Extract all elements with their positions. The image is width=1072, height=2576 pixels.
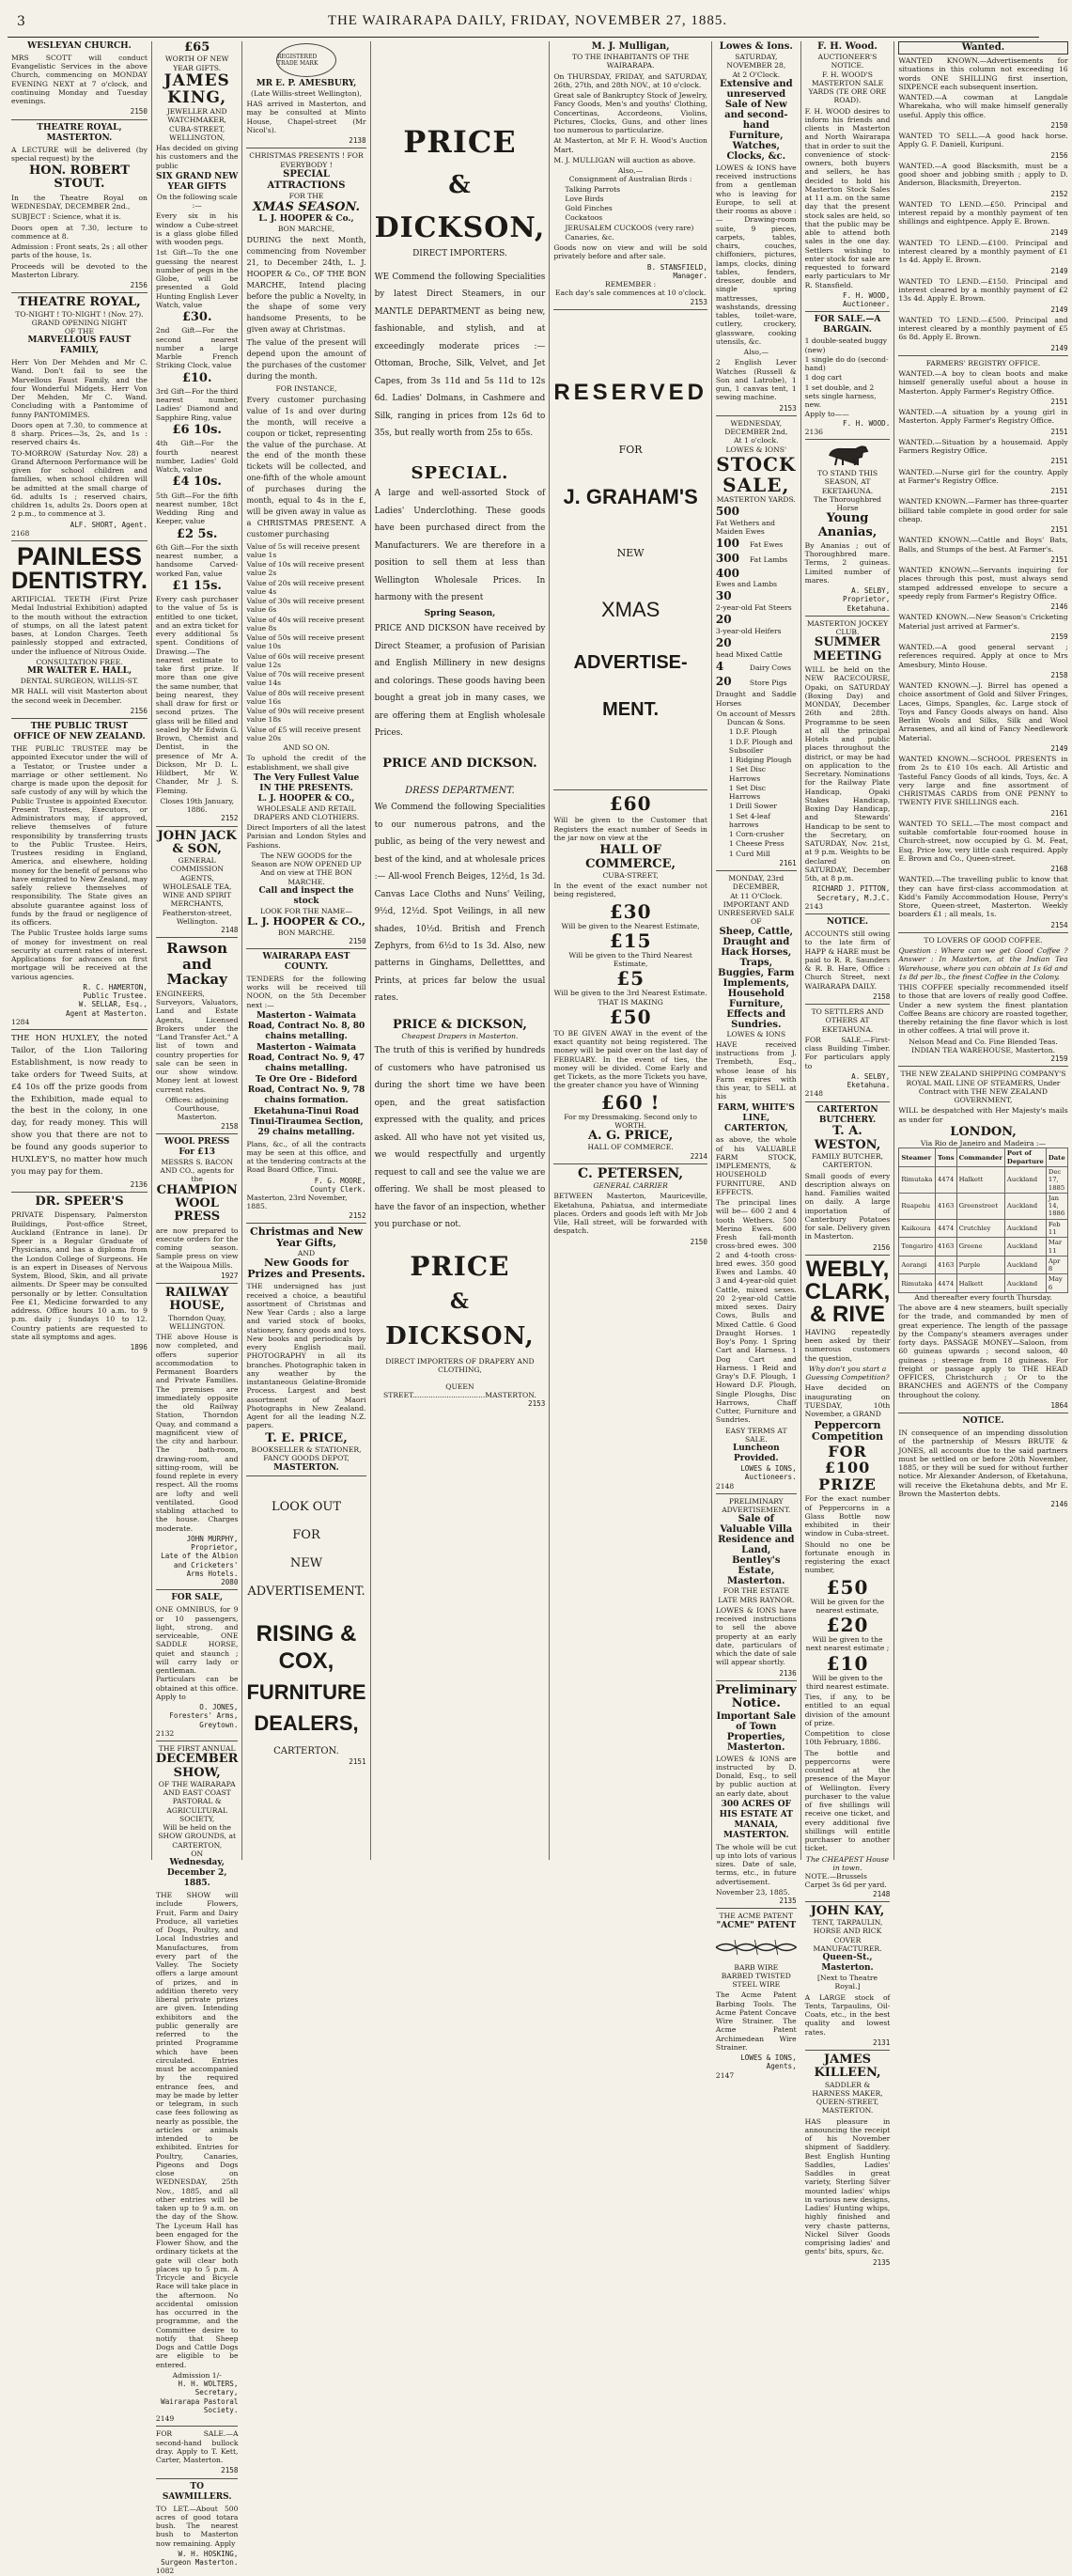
table-header: Date (1046, 1148, 1067, 1167)
table-cell: Rimutaka (899, 1274, 936, 1293)
ad-number: 2151 (1050, 487, 1068, 496)
prize-text: 5th Gift—For the fifth nearest number, 18ct Wedding Ring and Keeper, value (155, 491, 239, 526)
table-cell: 4163 (935, 1238, 956, 1257)
table-header: Port of Departure (1004, 1148, 1046, 1167)
ad-number: 2131 (873, 2037, 891, 2047)
ad-number: 2159 (1050, 1054, 1068, 1064)
speer-heading: DR. SPEER'S (35, 1194, 124, 1210)
tender-work: Masterton - Waimata Road, Contract No. 9, 47 chains metalling. (247, 1042, 365, 1073)
theatre-royal-doors: Doors open at 7.30, to commence at 8 sharp. Prices—3s, 2s, and 1s : reserved chairs 4s. (11, 420, 148, 447)
bird-item: Talking Parrots (565, 184, 621, 194)
table-header: Steamer (899, 1148, 936, 1167)
dentistry-body: ARTIFICIAL TEETH (First Prize Medal Industrial Exhibition) adapted to the mouth without the extraction of stumps, on all the latest patent bases, at London Charges. Teeth painlessly stopped and extracted, under the influence of Nitrous Oxide. (11, 595, 148, 656)
implement-item: 1 Curd Mill (728, 849, 770, 858)
lot-desc: Store Pigs (749, 678, 787, 687)
show-heading: DECEMBER SHOW, (155, 1752, 239, 1780)
prize-value: £4 10s. (172, 475, 222, 490)
king-basis: On the following scale :— (156, 192, 238, 211)
ad-number: 2150 (130, 107, 148, 117)
lot-count: 300 (715, 551, 739, 565)
column-7: F. H. Wood. AUCTIONEER'S NOTICE. F. H. WOOD'S MASTERTON SALE YARDS (TE ORE ORE ROAD). F. H. WOOD desires to inform his friends and clients in Masterton and North Wairarapa that in order to suit the convenience of stock-owners, both buyers and sellers, he has decided to hold his Masterton Stock Sales at 11 a.m. on the same day that the present stock sales are held, so that the public may be able to attend both sales in the one day. Settlers wishing to enter stock for sale are requested to forward early particulars to Mr R. Stansfield. F. H. WOOD, Auctioneer. FOR SALE.—A BARGAIN. 1 double-seated buggy (new) 1 single do do (second-hand) 1 dog cart 1 set double, and 2 sets single harness, new. Apply to—— F. H. WOOD. 2136 TO STAND THIS SEASON, AT EKETAHUNA. The Thoroughbred Horse Young Ananias, By Ananias ; out of Thoroughbred mare. Terms, 2 guineas. Limited number of mares. A. SELBY, Proprietor, Eketahuna. MASTERTON JOCKEY CLUB. SUMMER MEETING WILL be held on the NEW RACECOURSE, Opaki, on SATURDAY (Boxing Day) and MONDAY, December 26th and 28th. Programme to be seen at all the principal Hotels and public places throughout the district, or may be had on application to the Secretary. Nominations for the Railway Plate Handicap, Opaki Stakes Handicap, Boxing Day Handicap, and Stewards' Handicap to be sent to the Secretary, on SATURDAY, Nov. 21st, at 9 p.m. Weights to be declared on SATURDAY, December 5th, at 8 p.m. RICHARD J. PITTON, Secretary, M.J.C. 2143 NOTICE. ACCOUNTS still owing to the late firm of HAPP & HARE must be paid to R. R. Saunders & R. B. Hare, Office : Church Street, next WAIRARAPA DAILY. 2158 TO SETTLERS AND OTHERS AT EKETAHUNA. FOR SALE.—First-class Building Timber. For particulars apply to A. SELBY, Eketahuna. 2148 CARTERTON BUTCHERY. T. A. WESTON, FAMILY BUTCHER, CARTERTON. Small goods of every description always on hand. Families waited on daily. A large importation of Canterbury Potatoes for sale. Delivery given in Masterton. 2156 WEBLY, CLARK, & RIVE HAVING repeatedly been asked by their numerous customers the question, Why don't you start a Guessing Competition? Have decided on inaugurating on TUESDAY, 10th November, a GRAND Peppercorn Competition FOR £100 PRIZE For the exact number of Peppercorns in a Glass Bottle now exhibited in their window in Cuba-street. Should no one be fortunate enough in registering the exact number, £50 Will be given for the nearest estimate, £20 Will be given to the next nearest estimate ; £10 Will be given to the third nearest estimate. Ties, if any, to be entitled to an equal division of the amount of prize. Competition to close 10th February, 1886. The bottle and peppercorns were counted at the presence of the Mayor of Wellington. Every purchaser to the value of five shillings will receive one ticket, and every additional five shillings will entitle purchaser to another ticket. The CHEAPEST House in town. NOTE.—Brussels Carpet 3s 6d per yard. 2148 JOHN KAY, TENT, TARPAULIN, HORSE AND RICK COVER MANUFACTURER. Queen-St., Masterton. [Next to Theatre Royal.] A LARGE stock of Tents, Tarpaulins, Oil-Coats, etc., in the best quality and lowest rates. 2131 JAMES KILLEEN, SADDLER & HARNESS MAKER, QUEEN-STREET, MASTERTON. HAS pleasure in announcing the receipt of his November shipment of Saddlery. Best English Hunting Saddles, Ladies' Saddles in great variety, Sterling Silver mounted ladies' whips in various new designs, Ladies' Hunting whips, highly finished and very chaste patterns, Nickel Silver Goods comprising ladies' and gents' bits, spurs, &c. 2135 (801, 41, 895, 1860)
king-name: JAMES KING, (163, 70, 230, 108)
dentist-visit: MR HALL will visit Masterton about the second week in December. (11, 687, 148, 705)
value-scale-row: Value of 20s will receive present value 4s (246, 578, 365, 596)
table-cell: Auckland (1004, 1219, 1046, 1238)
ad-number: 2150 (690, 1237, 707, 1246)
implement-item: 1 D.F. Plough and Subsoiler (728, 737, 793, 755)
prize-text: 4th Gift—For the fourth nearest number, Ladies' Gold Watch, value (155, 439, 239, 474)
value-scale-row: Value of 30s will receive present value 6s (246, 597, 365, 615)
implement-item: 1 Set 4-leaf harrows (728, 811, 770, 829)
value-scale (246, 542, 365, 743)
theatre-royal-matinee: TO-MORROW (Saturday Nov. 28) a Grand Afternoon Performance will be given for school children and families, when school children will be admitted at the small charge of 6d. adults 1s ; reserved chairs, children 1s, adults 2s. Doors open at 2 p.m., to commence at 3. (11, 448, 148, 519)
table-cell: Auckland (1004, 1238, 1046, 1257)
stock-lot (716, 505, 797, 536)
stock-lot (716, 675, 797, 689)
lot-count: 100 (715, 537, 739, 551)
ad-number: 2151 (1050, 554, 1068, 564)
king-cond: Every six in his window a Cube-street is a glass globe filled with wooden pegs. (155, 211, 239, 247)
table-cell: Halkett (956, 1274, 1004, 1293)
wanted-item: WANTED.—A cowman at Langdale Wharekaha, who will make himself generally useful. Apply this office. (898, 93, 1068, 119)
lot-count: 4 (715, 660, 724, 674)
bargain-item: 1 set double, and 2 sets single harness, new. (804, 382, 877, 410)
tender-work: Masterton - Waimata Road, Contract No. 8, 80 chains metalling. (247, 1010, 365, 1041)
wool-agent: MESSRS S. BACON AND CO., agents for the (160, 1157, 234, 1184)
value-scale-row: Value of 50s will receive present value 10s (246, 633, 365, 651)
bus-body: ONE OMNIBUS, for 9 or 10 passengers, light, strong, and serviceable, ONE SADDLE HORSE, quiet and staunch ; will carry lady or gentleman. Particulars can be obtained at this office. Apply to (155, 1605, 239, 1701)
prize-text: 2nd Gift—For the second nearest number a large Marble French Striking Clock, value (155, 326, 239, 370)
theatre-royal-body: Herr Von Der Mehden and Mr C. Wand. Don't fail to see the Marvellous Faust Family, and the four Wonderful Midgets. Herr Von Der Mehden, Mr C. Wand. Concluding with a Pantomime of funny PANTOMIMES. (11, 358, 148, 419)
bargain-item: 1 double-seated buggy (new) (804, 336, 888, 354)
wanted-item: WANTED TO SELL.—A good hack horse. Apply G. F. Daniell, Kuripuni. (898, 132, 1068, 149)
ad-number: 2146 (1050, 1500, 1068, 1509)
painless-heading: PAINLESS (16, 542, 142, 571)
ad-number: 2136 (130, 1179, 148, 1189)
king-price: £65 (184, 40, 210, 55)
faust-family: MARVELLOUS FAUST FAMILY, (27, 336, 132, 356)
table-row (899, 1219, 1067, 1238)
page-number: 3 (17, 13, 25, 29)
ad-number: 1864 (1050, 1400, 1068, 1410)
wool-heading: WOOL PRESS For £13 (164, 1136, 230, 1157)
table-cell: Greenstreet (956, 1193, 1004, 1219)
railway-body: THE above House is now completed, and offers superior accommodation to Permanent Boarders and Private Families. The premises are immediately opposite the old Railway Station, Thorndon Quay, and command a magnificent view of the city and harbour. The bath-room, drawing-room, and sitting-room, will be found replete in every respect. All the rooms are lofty and well ventilated. Good stabling attached to the house. Charges moderate. (155, 1333, 239, 1533)
bird-item: JERUSALEM CUCKOOS (very rare) (565, 223, 694, 232)
lot-count: 400 (715, 566, 739, 580)
bargain-item: 1 single do do (second-hand) (804, 354, 889, 373)
table-cell: Feb 11 (1046, 1219, 1067, 1238)
value-scale-row: Value of 5s will receive present value 1s (246, 541, 360, 559)
theatre-heading: THEATRE ROYAL, MASTERTON. (37, 122, 122, 143)
horse-illustration (805, 443, 891, 467)
value-scale-row: Value of 80s will receive present value 16s (246, 688, 365, 706)
bargain-list (805, 336, 891, 409)
table-row (899, 1274, 1067, 1293)
table-row (899, 1167, 1067, 1194)
table-row (899, 1256, 1067, 1274)
ad-number: 2136 (779, 1668, 797, 1678)
ad-number: 2151 (349, 1757, 366, 1767)
wanted-item: WANTED KNOWN.—Advertisements for situations in this column not exceeding 16 words ONE SHILLING first insertion, SIXPENCE each subsequent insertion. (898, 56, 1068, 91)
rawson-offices: Offices: adjoining Courthouse, Masterton. (164, 1095, 229, 1122)
ad-number: 2150 (1050, 120, 1068, 130)
newspaper-title: THE WAIRARAPA DAILY, FRIDAY, NOVEMBER 27, 1885. (327, 13, 728, 28)
wanted-heading: Wanted. (898, 41, 1067, 55)
wanted-item: WANTED.—A good Blacksmith, must be a good shoer and jobbing smith ; apply to D. Anderson, Blacksmith, Dreyerton. (898, 161, 1068, 188)
theatre-subject: SUBJECT : Science, what it is. (11, 212, 121, 222)
table-cell: Aorangi (899, 1256, 936, 1274)
barb-wire-illustration (716, 1934, 797, 1960)
rawson-heading: Rawson and Mackay (166, 940, 228, 989)
value-scale-row: Value of 70s will receive present value 14s (246, 670, 365, 688)
ad-number: 2135 (779, 1897, 797, 1906)
king-rules: Every cash purchaser to the value of 5s is entitled to one ticket, and an extra ticket for every additional 5s spent. Conditions of Drawing.—The nearest estimate to take first prize. If more than one give the same number, that being nearest, they shall draw for first or second prizes. The glass will be filled and sealed by Mr Edwin G. Brown, Chemist and Dentist, in the presence of Mr A. Dickson, Mr D. L. Hildbert, Mr W. Chander, Mr J. S. Fleming. (155, 595, 239, 795)
ad-number: 2148 (804, 1089, 823, 1099)
dentist-address: DENTAL SURGEON, WILLIS-ST. (20, 677, 139, 686)
trade-mark-seal: REGISTERED TRADE MARK (276, 43, 336, 77)
table-cell: Purple (956, 1256, 1004, 1274)
implement-item: 1 D.F. Plough (728, 727, 778, 737)
ad-number: 1284 (11, 1017, 30, 1026)
ad-number: 2156 (130, 706, 148, 715)
opening-night: GRAND OPENING NIGHT (31, 318, 128, 327)
ad-number: 2148 (873, 1889, 891, 1898)
lot-desc: 3-year-old Heifers (715, 626, 782, 635)
dickson-heading: DICKSON, (374, 211, 546, 244)
lot-count: 20 (715, 636, 732, 650)
king-price-sub: WORTH OF NEW YEAR GIFTS. (164, 55, 229, 72)
column-3: REGISTERED TRADE MARK MR E. P. AMESBURY, (Late Willis-street Wellington), HAS arrived in Masterton, and may be consulted at Minto House, Chapel-street (Mr Nicol's). 2138 CHRISTMAS PRESENTS ! FOR EVERYBODY ! SPECIAL ATTRACTIONS FOR THE XMAS SEASON. L. J. HOOPER & Co., BON MARCHE, DURING the next Month, commencing from November 21, to December 24th, L. J. HOOPER & Co., OF THE BON MARCHE, Intend placing before the public a Novelty, in the shape of some very handsome Presents, to be given away at Christmas. The value of the present will depend upon the amount of the purchases of the customer during the month. FOR INSTANCE, Every customer purchasing value of 1s and over during the month, will receive a coupon or ticket, representing the value of the purchase. At the end of the month these tickets will be collected, and one-fifth of the whole amount of purchases during the month, equal to 4s in the £, will be given away in value as a CHRISTMAS PRESENT. A customer purchasing Value of 5s will receive present value 1s Value of 10s will receive present value 2s Value of 20s will receive present value 4s Value of 30s will receive present value 6s Value of 40s will receive present value 8s Value of 50s will receive present value 10s Value of 60s will receive present value 12s Value of 70s will receive present value 14s Value of 80s will receive present value 16s Value of 90s will receive present value 18s Value of £5 will receive present value 20s AND SO ON. To uphold the credit of the establishment, we shall give The Very Fullest Value IN THE PRESENTS. L. J. HOOPER & CO., WHOLESALE AND RETAIL DRAPERS AND CLOTHIERS. Direct Importers of all the latest Parisian and London Styles and Fashions. The NEW GOODS for the Season are NOW OPENED UP And on view at THE BON MARCHE. Call and inspect the stock LOOK FOR THE NAME— L. J. HOOPER & CO., BON MARCHE. 2150 WAIRARAPA EAST COUNTY. TENDERS for the following works will be received till NOON, on the 5th December next :— Masterton - Waimata Road, Contract No. 8, 80 chains metalling. Masterton - Waimata Road, Contract No. 9, 47 chains metalling. Te Ore Ore - Bideford Road, Contract No. 9, 78 chains formation. Eketahuna-Tinui Road Tinui-Tiraumea Section, 29 chains metalling. Plans, &c., of all the contracts may be seen at this office, and at the tendering contracts at the Road Board Office, Tinui. F. G. MOORE, County Clerk. Masterton, 23rd November, 1885. 2152 Christmas and New Year Gifts, AND New Goods for Prizes and Presents. THE undersigned has just received a choice, a beautiful assortment of Christmas and New Year Cards ; also a large and varied stock of books, stationery, fancy goods and toys. New books and periodicals by every English mail. PHOTOGRAPHY in all its branches. Photographic taken in any weather by the instantaneous Gelatine-Bromide Process. Largest and best assortment of Maori Photographs in New Zealand. Agent for all the leading N.Z. papers. T. E. PRICE, BOOKSELLER & STATIONER, FANCY GOODS DEPOT, MASTERTON. LOOK OUT FOR NEW ADVERTISEMENT. RISING & COX, FURNITURE DEALERS, CARTERTON. 2151 (242, 41, 370, 1860)
ad-number: 2161 (779, 858, 797, 867)
table-cell: Apr 8 (1046, 1256, 1067, 1274)
dentistry-heading: DENTISTRY. (11, 568, 148, 595)
columns (8, 40, 1068, 2576)
registry-list (898, 369, 1067, 929)
reserved-heading: RESERVED (553, 379, 707, 405)
ad-number: 2149 (1050, 227, 1068, 237)
ad-number: 2150 (349, 936, 366, 945)
ad-number: 2168 (11, 528, 30, 538)
wanted-item: WANTED.—A boy to clean boots and make himself generally useful about a house in Masterton. Apply Farmer's Registry Office. (898, 369, 1068, 396)
ad-number: 2151 (1050, 457, 1068, 466)
steamer-table (898, 1147, 1067, 1293)
ad-number: 2138 (349, 136, 366, 146)
table-header: Commander (956, 1148, 1004, 1167)
stock-lot (716, 552, 797, 566)
railway-heading: RAILWAY HOUSE, (164, 1286, 229, 1314)
ad-number: 2151 (1050, 427, 1068, 436)
lot-desc: Fat Lambs (749, 554, 788, 564)
theatre-place: In the Theatre Royal on WEDNESDAY, DECEMBER 2nd., (11, 193, 148, 211)
ad-number: 2156 (873, 1242, 891, 1252)
king-trade: JEWELLER AND WATCHMAKER, (166, 107, 227, 125)
table-cell: Auckland (1004, 1167, 1046, 1194)
lot-desc: Fat Ewes (749, 540, 784, 550)
value-scale-row: Value of 40s will receive present value 8s (246, 615, 365, 632)
dentist-name: MR WALTER E. HALL, (26, 666, 132, 677)
ad-number: 2149 (1050, 743, 1068, 753)
stock-lot (716, 537, 797, 551)
wanted-item: WANTED.—A situation by a young girl in Masterton. Apply Farmer's Registry Office. (898, 408, 1068, 426)
mulligan-heading: M. J. Mulligan, (591, 41, 670, 52)
table-header: Tons (935, 1148, 956, 1167)
lot-desc: head Mixed Cattle (715, 649, 783, 659)
bus-heading: FOR SALE, (171, 1593, 224, 1603)
table-cell: Crutchley (956, 1219, 1004, 1238)
column-4: PRICE & DICKSON, DIRECT IMPORTERS. WE Commend the following Specialities by latest Direct Steamers, in our MANTLE DEPARTMENT as being new, fashionable, and stylish, and at exceedingly moderate prices :— Ottoman, Broche, Silk, Velvet, and Jet Capes, from 3s 11d and 5s 11d to 12s 6d. Ladies' Dolmans, in Cashmere and Silk, ranging in prices from 12s 6d to 35s, but really worth from 25s to 65s. SPECIAL. A large and well-assorted Stock of Ladies' Underclothing. These goods have been purchased direct from the Manufacturers. We are therefore in a position to sell them at less than Wellington Wholesale Prices. In harmony with the present Spring Season, PRICE AND DICKSON have received by Direct Steamer, a profusion of Parisian and English Millinery in new designs and colorings. These goods having been bought a great job in many cases, we are offering them at English wholesale Prices. PRICE AND DICKSON. DRESS DEPARTMENT. We Commend the following Specialities to our numerous patrons, and the public, as being of the very newest and best of the kind, and at wholesale prices :— All-wool French Beiges, 12½d, 1s 3d. Canvas Lace Cloths and Nuns' Veiling, 9½d, 12½d. Spot Veilings, in all new shades, 10½d. British and French Zephyrs, from 6½d to 1s 3d. Also, new patterns in Ginghams, Delletttes, and Prints, at prices far below the usual rates. PRICE & DICKSON, Cheapest Drapers in Masterton. The truth of this is verified by hundreds of customers who have patronised us during the short time we have been open, and the great satisfaction expressed with the quality, and prices asked. All who have not yet visited us, we would respectfully and urgently request to call and see the value we are offering. We shall be most pleased to have the favor of an inspection, whether you purchase or not. PRICE & DICKSON, DIRECT IMPORTERS OF DRAPERY AND CLOTHING, QUEEN STREET................................MASTERTON. 2153 (371, 41, 551, 1860)
show-body: THE SHOW will include Flowers, Fruit, Farm and Dairy Produce, all varieties of Dogs, Poultry, and Local Industries and Manufactures, from every part of the Valley. The Society offers a large amount of prizes, and in addition thereto very liberal private prizes are given. Intending exhibitors and the public generally are referred to the printed Programme which have been circulated. Entries must be accompanied by the required entrance fees, and may be made by letter or telegram, in such case fees following as nearly as possible, the articles or animals intended to be exhibited. Entries for Poultry, Canaries, Pigeons and Dogs close on WEDNESDAY, 25th Nov., 1885, and all other entries will be taken up to 9 a.m. on the day of the Show. The Lyceum Hall has been engaged for the Flower Show, and the ordinary tickets at the gate will clear both places up to 5 p.m. A Tricycle and Bicycle Race will take place in the afternoon. No accidental omission has occurred in the programme, and the Committee desire to notify that Sheep Dogs and Cattle Dogs are eligible to be entered. (155, 1891, 239, 2369)
ad-number: 2152 (221, 814, 239, 823)
theatre-body: A LECTURE will be delivered (by special request) by the (11, 145, 148, 163)
birds-list (553, 185, 707, 242)
ad-number: 2161 (1050, 808, 1068, 818)
agent-signature: ALF. SHORT, Agent. (70, 520, 148, 529)
rising-cox: RISING & COX, (256, 1620, 357, 1675)
lot-count: 500 (715, 505, 739, 519)
church-body: MRS SCOTT will conduct Evangelistic Services in the above Church, commencing on MONDAY EVENING NEXT at 7 o'clock, and continuing Monday and Tuesday evenings. (11, 53, 148, 106)
column-2: £65 WORTH OF NEW YEAR GIFTS. JAMES KING, JEWELLER AND WATCHMAKER, CUBA-STREET, WELLINGTON, Has decided on giving his customers and the public SIX GRAND NEW YEAR GIFTS On the following scale :— Every six in his window a Cube-street is a glass globe filled with wooden pegs. 1st Gift—To the one guessing the nearest number of pegs in the Globe, will be presented a Gold Hunting English Lever Watch, value £30. 2nd Gift—For the second nearest number a large Marble French Striking Clock, value £10. 3rd Gift—For the third nearest number, Ladies' Diamond and Sapphire Ring, value £6 10s. 4th Gift—For the fourth nearest number, Ladies' Gold Watch, value £4 10s. 5th Gift—For the fifth nearest number, 18ct Wedding Ring and Keeper, value £2 5s. 6th Gift—For the sixth nearest number, a handsome Carved-worked Fan, value £1 15s. Every cash purchaser to the value of 5s is entitled to one ticket, and an extra ticket for every additional 5s spent. Conditions of Drawing.—The nearest estimate to take first prize. If more than one give the same number, that being nearest, they shall draw for first or second prizes. The glass will be filled and sealed by Mr Edwin G. Brown, Chemist and Dentist, in the presence of Mr A. Dickson, Mr D. L. Hildbert, Mr W. Chander, Mr J. S. Fleming. Closes 19th January, 1886. 2152 JOHN JACK & SON, GENERAL COMMISSION AGENTS, WHOLESALE TEA, WINE AND SPIRIT MERCHANTS, Featherston-street, Wellington. 2148 Rawson and Mackay ENGINEERS, Surveyors, Valuators, Land and Estate Agents, Licensed Brokers under the "Land Transfer Act." A list of town and country properties for sale can be seen in our show window. Money lent at lowest current rates. Offices: adjoining Courthouse, Masterton. 2158 WOOL PRESS For £13 MESSRS S. BACON AND CO., agents for the CHAMPION WOOL PRESS are now prepared to execute orders for the coming season. Sample press on view at the Waipoua Mills. 1927 RAILWAY HOUSE, Thorndon Quay, WELLINGTON. THE above House is now completed, and offers superior accommodation to Permanent Boarders and Private Families. The premises are immediately opposite the old Railway Station, Thorndon Quay, and command a magnificent view of the city and harbour. The bath-room, drawing-room, and sitting-room, will be found replete in every respect. All the rooms are lofty and well ventilated. Good stabling attached to the house. Charges moderate. JOHN MURPHY, Proprietor, Late of the Albion and Cricketers' Arms Hotels. 2080 FOR SALE, ONE OMNIBUS, for 9 or 10 passengers, light, strong, and serviceable, ONE SADDLE HORSE, quiet and staunch ; will carry lady or gentleman. Particulars can be obtained at this office. Apply to O. JONES, Foresters' Arms, Greytown. 2132 THE FIRST ANNUAL DECEMBER SHOW, OF THE WAIRARAPA AND EAST COAST PASTORAL & AGRICULTURAL SOCIETY, Will be held on the SHOW GROUNDS, at CARTERTON, ON Wednesday, December 2, 1885. THE SHOW will include Flowers, Fruit, Farm and Dairy Produce, all varieties of Dogs, Poultry, and Local Industries and Manufactures, from every part of the Valley. The Society offers a large amount of prizes, and in addition thereto very liberal private prizes are given. Intending exhibitors and the public generally are referred to the printed Programme which have been circulated. Entries must be accompanied by the required entrance fees, and may be made by letter or telegram, in such case fees following as nearly as possible, the articles or animals intended to be exhibited. Entries for Poultry, Canaries, Pigeons and Dogs close on WEDNESDAY, 25th Nov., 1885, and all other entries will be taken up to 9 a.m. on the day of the Show. The Lyceum Hall has been engaged for the Flower Show, and the ordinary tickets at the gate will clear both places up to 5 p.m. A Tricycle and Bicycle Race will take place in the afternoon. No accidental omission has occurred in the programme, and the Committee desire to notify that Sheep Dogs and Cattle Dogs are eligible to be entered. Admission 1/- H. H. WOLTERS, Secretary, Wairarapa Pastoral Society. 2149 FOR SALE.—A second-hand bullock dray. Apply to T. Kett, Carter, Masterton. 2158 TO SAWMILLERS. TO LET.—About 500 acres of good totara bush. The nearest bush to Masterton now remaining. Apply W. H. HOSKING, Surgeon Masterton. 1082 (152, 41, 243, 1860)
table-cell: Greene (956, 1238, 1004, 1257)
ad-number: 2168 (1050, 865, 1068, 874)
king-address: CUBA-STREET, WELLINGTON, (169, 124, 225, 142)
trust-body: THE PUBLIC TRUSTEE may be appointed Executor under the will of a Testator, or Trustee under a marriage or other settlement. No charge is made upon the deposit for safe custody of any will by which the Public Trustee is appointed Executor. Present Trustees, Executors, or Administrators may, if approved, relieve themselves of future responsibility by transferring trusts to the Public Trustee. Heirs, Trustees residing in England, America, and elsewhere, holding money for the benefit of persons who have emigrated to New Zealand, may safely relieve themselves of responsibility. The State gives an absolute guarantee against loss of funds by the fraud or negligence of its officers. (11, 744, 148, 928)
ad-number: 2146 (1050, 602, 1068, 612)
table-cell: Halkett (956, 1167, 1004, 1194)
wanted-list (898, 56, 1067, 352)
stock-lot (716, 589, 797, 612)
king-intro: Has decided on giving his customers and the public (155, 144, 239, 170)
ad-number: 2132 (155, 1728, 175, 1738)
prize-value: £30. (181, 310, 212, 325)
wool-body: are now prepared to execute orders for the coming season. Sample press on view at the Waipoua Mills. (155, 1226, 239, 1270)
ad-number: 2135 (873, 2257, 891, 2267)
ad-number: 2158 (873, 991, 891, 1001)
wanted-item: WANTED KNOWN.—J. Birrel has opened a choice assortment of Gold and Silver Fringes, Laces, Gimps, Spangles, &c. Large stock of Toys and Fancy Goods always on hand. Also Berlin Wools and Silks, Silk and Wool Arrasenes, and all kind of Fancy Needlework Material. (898, 681, 1068, 742)
huxley-body: THE HON HUXLEY, the noted Tailor, of the Lion Tailoring Establishment, is now ready to take orders for Tweed Suits, at £4 10s off the prize goods from the Exhibition, made equal to the best in the colony, in one day, for ready money. This will show you that there are not to be found any goods superior to HUXLEY'S, no matter how much you may pay for them. (11, 1034, 148, 1177)
value-scale-row: Value of 10s will receive present value 2s (246, 560, 365, 578)
column-8: Wanted. WANTED KNOWN.—Advertisements for situations in this column not exceeding 16 words ONE SHILLING first insertion, SIXPENCE each subsequent insertion. WANTED.—A cowman at Langdale Wharekaha, who will make himself generally useful. Apply this office. 2150 WANTED TO SELL.—A good hack horse. Apply G. F. Daniell, Kuripuni. 2156 WANTED.—A good Blacksmith, must be a good shoer and jobbing smith ; apply to D. Anderson, Blacksmith, Dreyerton. 2152 WANTED TO LEND.—£50. Principal and interest repaid by a monthly payment of ten shillings and eightpence. Apply E. Brown. 2149 WANTED TO LEND.—£100. Principal and interest cleared by a monthly payment of £1 1s 4d. Apply E. Brown. 2149 WANTED TO LEND.—£150. Principal and interest cleared by a monthly payment of £2 13s 4d. Apply E. Brown. 2149 WANTED TO LEND.—£500. Principal and interest cleared by a monthly payment of £5 6s 8d. Apply E. Brown. 2149 FARMERS' REGISTRY OFFICE. WANTED.—A boy to clean boots and make himself generally useful about a house in Masterton. Apply Farmer's Registry Office. 2151 WANTED.—A situation by a young girl in Masterton. Apply Farmer's Registry Office. 2151 WANTED.—Situation by a housemaid. Apply Farmers Registry Office. 2151 WANTED.—Nurse girl for the country. Apply at Farmer's Registry Office. 2151 WANTED KNOWN.—Farmer has three-quarter billiard table complete in good order for sale cheap. 2151 WANTED KNOWN.—Cattle and Boys' Bats, Balls, and Stumps of the best. At Farmer's. 2151 WANTED KNOWN.—Servants inquiring for places through this post, must always send stamped addressed envelope to secure a speedy reply from Farmer's Registry Office. 2146 WANTED KNOWN.—New Season's Cricketing Material just arrived at Farmer's. 2159 WANTED.—A good general servant ; references required. Apply at once to Mrs Amesbury, Minto House. 2158 WANTED KNOWN.—J. Birrel has opened a choice assortment of Gold and Silver Fringes, Laces, Gimps, Spangles, &c. Large stock of Toys and Fancy Goods always on hand. Also Berlin Wools and Silks, Silk and Wool Arrasenes, and all kind of Fancy Needlework Material. 2149 WANTED KNOWN.—SCHOOL PRESENTS in from 2s to £10 10s each. All Artistic and Tasteful Fancy Goods of all kinds, Toys, &c. A very large and fine assortment of CHRISTMAS CARDS from ONE PENNY to TWENTY FIVE SHILLINGS each. 2161 WANTED TO SELL.—The most compact and suitable comfortable four-roomed house in Church-street, now occupied by G. M. Feat, Esq. Price low, very little cash required. Apply E. Brown and Co., Queen-street. 2168 WANTED.—The travelling public to know that they can have first-class accommodation at Kidd's Family Accommodation House, Perry's Store, Queen-street, Masterton. Weekly boarders £1 ; all meals, 1s. 2154 TO LOVERS OF GOOD COFFEE. Question : Where can we get Good Coffee ? Answer : In Masterton, at the Indian Tea Warehouse, where you can obtain at 1s 6d and 1s 8d per lb., the finest Coffee in the Colony. THIS COFFEE specially recommended itself to those that are lovers of really good Coffee. Under a new system the finest plantation Coffee Beans are chicory are roasted together, thereby retaining the fine flavor which is lost in other coffees. A trial will prove it. Nelson Mead and Co. Fine Blended Teas. INDIAN TEA WAREHOUSE, Masterton. 2159 THE NEW ZEALAND SHIPPING COMPANY'S ROYAL MAIL LINE OF STEAMERS, Under Contract with THE NEW ZEALAND GOVERNMENT, WILL be despatched with Her Majesty's mails as under for LONDON, Via Rio de Janeiro and Madeira :— Steamer Tons Commander Port of Departure Date Rimutaka 4474 Halkett Auckland Dec 17, 1885 Ruapehu 4163 Greenstreet Auckland Jan 14, 1886 Kaikoura 4474 Crutchley Auckland Feb 11 Tongariro 4163 Greene Auckland Mar 11 Aorangi 4163 Purple Auckland Apr 8 Rimutaka 4474 Halkett Auckland May 6 And thereafter every fourth Thursday. The above are 4 new steamers, built specially for the trade, and commanded by men of great experience. The length of the passage by the Company's steamers averages under forty days. PASSAGE MONEY—Saloon, from 60 guineas upwards ; second saloon, 40 guineas ; steerage from 18 guineas. For freight or passage apply to THE HEAD OFFICES, Christchurch ; Or to the BRANCHES and AGENTS of the Company throughout the colony. 1864 NOTICE. IN consequence of an impending dissolution of the partnership of Messrs BRUTE & JONES, all accounts due to the said partners must be settled on or before 20th November, 1885, or they will be sued for without further notice. Mr Alexander Anderson, of Eketahuna, will receive the Eketahuna debts, and Mr E. Brown the Masterton debts. 2146 (898, 42, 1068, 1509)
value-scale-row: Value of 60s will receive present value 12s (246, 651, 365, 669)
table-cell: Dec 17, 1885 (1046, 1167, 1067, 1194)
trust-body-2: The Public Trustee holds large sums of money for investment on real security at current rates of interest. Applications for advances on first mortgage will be received at the various agencies. (11, 929, 148, 981)
implement-item: 1 Ridging Plough (728, 756, 792, 765)
prize-value: £2 5s. (176, 526, 218, 541)
show-date: Wednesday, December 2, 1885. (166, 1858, 227, 1889)
implement-item: 1 Corn-crusher (728, 830, 785, 839)
ad-number: 2154 (1050, 920, 1068, 929)
implement-item: 1 Cheese Press (728, 839, 785, 849)
table-cell: 4163 (935, 1256, 956, 1274)
lot-desc: 2-year-old Fat Steers (715, 603, 792, 613)
table-row (899, 1193, 1067, 1219)
ad-number: 2159 (1050, 632, 1068, 641)
lecturer-name: HON. ROBERT STOUT. (28, 164, 130, 192)
theatre-royal-heading: THEATRE ROYAL, (18, 295, 141, 310)
lot-desc: Ewes and Lambs (715, 580, 777, 589)
wanted-item: WANTED TO SELL.—The most compact and suitable comfortable four-roomed house in Church-street, now occupied by G. M. Feat, Esq. Price low, very little cash required. Apply E. Brown and Co., Queen-street. (898, 819, 1068, 863)
king-gifts: SIX GRAND NEW YEAR GIFTS (156, 171, 239, 192)
theatre-doors: Doors open at 7.30, lecture to commence at 8. (11, 223, 148, 241)
church-heading: WESLEYAN CHURCH. (27, 41, 132, 51)
wanted-item: WANTED TO LEND.—£100. Principal and interest cleared by a monthly payment of £1 1s 4d. Apply E. Brown. (898, 238, 1068, 265)
consultation-free: CONSULTATION FREE. (36, 657, 123, 666)
stock-lot (716, 660, 797, 674)
prize-value: £10. (181, 370, 212, 385)
dray-body: FOR SALE.—A second-hand bullock dray. Apply to T. Kett, Carter, Masterton. (155, 2429, 239, 2465)
stock-lot (716, 567, 797, 589)
bird-item: Gold Finches (565, 204, 613, 213)
lot-count: 20 (715, 674, 732, 688)
prize-text: 1st Gift—To the one guessing the nearest number of pegs in the Globe, will be presented a Gold Hunting English Lever Watch, value (155, 248, 239, 309)
webly-heading: WEBLY, (805, 1256, 890, 1282)
table-cell: 4474 (935, 1274, 956, 1293)
ad-number: 2158 (1050, 670, 1068, 679)
implement-item: 1 Set Disc Harrows (728, 765, 766, 783)
ad-number: 2147 (715, 2070, 735, 2080)
value-scale-row: Value of £5 will receive present value 20s (246, 725, 361, 742)
king-close: Closes 19th January, 1886. (160, 796, 235, 815)
stock-sale-heading: STOCK SALE, (716, 452, 797, 496)
ad-number: 2153 (528, 1399, 546, 1409)
railway-sub: Thorndon Quay, WELLINGTON. (168, 1313, 226, 1331)
table-row (899, 1238, 1067, 1257)
bird-item: Love Birds (565, 194, 604, 203)
table-cell: 4474 (935, 1219, 956, 1238)
ad-number: 2152 (349, 1210, 366, 1220)
column-5: M. J. Mulligan, TO THE INHABITANTS OF THE WAIRARAPA. On THURSDAY, FRIDAY, and SATURDAY, 26th, 27th, and 28th NOV., at 10 o'clock. Great sale of Bankruptcy Stock of Jewelry, Fancy Goods, Men's and youths' Clothing, Concertinas, Accordeons, Violins, Pictures, Clocks, Guns, and other lines too numerous to particularize. At Masterton, at Mr F. H. Wood's Auction Mart. M. J. MULLIGAN will auction as above. Also,— Consignment of Australian Birds : Talking Parrots Love Birds Gold Finches Cockatoos JERUSALEM CUCKOOS (very rare) Canaries, &c. Goods now on view and will be sold privately before and after sale. B. STANSFIELD, Manager. REMEMBER : Each day's sale commences at 10 o'clock. 2153 RESERVED FOR J. GRAHAM'S NEW XMAS ADVERTISE- MENT. £60 Will be given to the Customer that Registers the exact number of Seeds in the jar now on view at the HALL OF COMMERCE, CUBA-STREET, In the event of the exact number not being registered, £30 Will be given to the Nearest Estimate, £15 Will be given to the Third Nearest Estimate, £5 Will be given to the 3rd Nearest Estimate. THAT IS MAKING £50 TO BE GIVEN AWAY in the event of the exact quantity not being registered. The money will be paid over on the last day of FEBRUARY. In the event of ties, the money will be divided. Come Early and get Tickets, as the more Tickets you have, the greater chance you have of Winning £60 ! For my Dressmaking. Second only to WORTH. A. G. PRICE, HALL OF COMMERCE. 2214 C. PETERSEN, GENERAL CARRIER BETWEEN Masterton, Mauriceville, Eketahuna, Pahiatua, and intermediate places. Orders and goods left with Mr Job Vile, Hall street, will be forwarded with despatch. 2150 (550, 41, 712, 1860)
table-cell: May 6 (1046, 1274, 1067, 1293)
ad-number: 2148 (715, 1481, 735, 1491)
column-6: Lowes & Ions. SATURDAY, NOVEMBER 28, At 2 O'Clock. Extensive and unreserved Sale of New and second-hand Furniture, Watches, Clocks, &c. LOWES & IONS have received instructions from a gentleman who is leaving for Europe, to sell at their rooms as above :— Drawing-room suite, 9 pieces, carpets, tables, chairs, couches, chiffoniers, pictures, lamps, clocks, dining tables, fenders, dresser, double and single spring mattresses, washstands, dressing tables, toilet-ware, cutlery, crockery, glassware, cooking utensils, &c. Also,— 2 English Lever Watches (Russell & Son and Latrobe), 1 gun, 1 canvas tent, 1 sewing machine. 2153 WEDNESDAY, DECEMBER 2nd, At 1 o'clock. LOWES & IONS' STOCK SALE, MASTERTON YARDS. 500Fat Wethers and Maiden Ewes 100 Fat Ewes 300 Fat Lambs 400Ewes and Lambs 302-year-old Fat Steers 203-year-old Heifers 20head Mixed Cattle 4 Dairy Cows 20 Store Pigs Draught and Saddle Horses On account of Messrs Duncan & Sons. 1 D.F. Plough 1 D.F. Plough and Subsoiler 1 Ridging Plough 1 Set Disc Harrows 1 Set Disc Harrows 1 Drill Sower 1 Set 4-leaf harrows 1 Corn-crusher 1 Cheese Press 1 Curd Mill 2161 MONDAY, 23rd DECEMBER, At 11 O'Clock. IMPORTANT AND UNRESERVED SALE OF Sheep, Cattle, Draught and Hack Horses, Traps, Buggies, Farm Implements, Household Furniture, Effects and Sundries. LOWES & IONS HAVE received instructions from J. Trembeth, Esq., whose lease of his Farm expires with this year, to SELL at his FARM, WHITE'S LINE, CARTERTON, as above, the whole of his VALUABLE FARM STOCK, IMPLEMENTS, & HOUSEHOLD FURNITURE, AND EFFECTS. The principal lines will be— 600 2 and 4 tooth Wethers. 500 Merino Ewes. 600 Fresh fall-month cross-bred ewes. 300 2 and 4-tooth cross-bred ewes. 350 good Ewes and Lambs. 40 3 and 4-year-old quiet Cattle, mixed sexes. 20 2-year-old Cattle mixed sexes. Dairy Cows, Bulls and Mixed Cattle. 6 Good Draught Horses. 1 Boy's Pony. 1 Spring Cart and Harness. 1 Dog Cart and Harness. 1 Reid and Gray's D.F. Plough, 1 Howard D.F. Plough, Single Ploughs, Disc Harrows, Chaff Cutter, Furniture and Sundries. EASY TERMS AT SALE. Luncheon Provided. LOWES & IONS, Auctioneers. 2148 PRELIMINARY ADVERTISEMENT. Sale of Valuable Villa Residence and Land, Bentley's Estate, Masterton. FOR THE ESTATE LATE MRS RAYNOR. LOWES & IONS have received instructions to sell the above property at an early date, particulars of which the date of sale will appear shortly. 2136 Preliminary Notice. Important Sale of Town Properties, Masterton. LOWES & IONS are instructed by D. Donald, Esq., to sell by public auction at an early date, about 300 ACRES OF HIS ESTATE AT MANAIA, MASTERTON. The whole will be cut up into lots of various sizes. Date of sale, terms, etc., in future advertisement. November 23, 1885. 2135 THE ACME PATENT "ACME" PATENT BARB WIRE BARBED TWISTED STEEL WIRE The Acme Patent Barbing Tools. The Acme Patent Concave Wire Strainer. The Acme Patent Archimedean Wire Strainer. LOWES & IONS, Agents, 2147 (712, 41, 801, 1860)
opening-of: OF THE (64, 327, 95, 336)
lot-count: 20 (715, 613, 732, 627)
table-cell: Auckland (1004, 1256, 1046, 1274)
wool-name: CHAMPION WOOL PRESS (156, 1182, 238, 1225)
table-cell: Auckland (1004, 1274, 1046, 1293)
table-cell: Tongariro (899, 1238, 936, 1257)
speer-body: PRIVATE Dispensary, Palmerston Buildings, Post-office Street, Auckland (Entrance in lane). Dr Speer is a Regular Graduate of Physicians, and has a diploma from the London College of Surgeons. He is an expert in Diseases of Nervous System, Blood, Skin, and all private ailments. Dr Speer may be consulted personally or by letter. Consultation Fee £1, Medicine forwarded to any address. Office hours 10 a.m. to 9 p.m. daily ; Sundays 10 to 12. Country patients are requested to state all symptoms and ages. (11, 1210, 148, 1341)
ad-number: 2158 (221, 2466, 239, 2475)
table-cell: Jan 14, 1886 (1046, 1193, 1067, 1219)
jack-trade: GENERAL COMMISSION AGENTS, WHOLESALE TEA, WINE AND SPIRIT MERCHANTS, (162, 856, 232, 909)
table-cell: 4474 (935, 1167, 956, 1194)
wanted-item: WANTED KNOWN.—Servants inquiring for places through this post, must always send stamped addressed envelope to secure a speedy reply from Farmer's Registry Office. (898, 566, 1068, 601)
lot-desc: Fat Wethers and Maiden Ewes (715, 518, 776, 537)
table-cell: Mar 11 (1046, 1238, 1067, 1257)
table-cell: Kaikoura (899, 1219, 936, 1238)
ad-number: 2149 (1050, 343, 1068, 352)
wanted-item: WANTED KNOWN.—New Season's Cricketing Material just arrived at Farmer's. (898, 613, 1068, 631)
tender-work: Te Ore Ore - Bideford Road, Contract No. 9, 78 chains formation. (247, 1074, 365, 1105)
ad-number: 2156 (1050, 150, 1068, 160)
prize-text: 6th Gift—For the sixth nearest number, a handsome Carved-worked Fan, value (155, 542, 239, 578)
wanted-item: WANTED TO LEND.—£50. Principal and interest repaid by a monthly payment of ten shillings and eightpence. Apply E. Brown. (898, 199, 1068, 226)
stock-lot (716, 636, 797, 659)
prize-text: 3rd Gift—For the third nearest number, Ladies' Diamond and Sapphire Ring, value (155, 386, 239, 422)
lot-count: 30 (715, 589, 732, 603)
bargain-item: 1 dog cart (804, 373, 843, 382)
trust-heading: THE PUBLIC TRUST OFFICE OF NEW ZEALAND. (13, 722, 146, 742)
ad-number: 2136 (804, 427, 823, 436)
ad-number: 1927 (221, 1271, 239, 1280)
ad-number: 2149 (1050, 304, 1068, 314)
theatre-proceeds: Proceeds will be devoted to the Masterton Library. (11, 261, 148, 279)
wanted-item: WANTED.—Nurse girl for the country. Apply at Farmer's Registry Office. (898, 467, 1068, 485)
ad-number: 1082 (155, 2567, 175, 2576)
theatre-royal-sub: TO-NIGHT ! TO-NIGHT ! (Nov. 27). (15, 309, 144, 319)
rawson-body: ENGINEERS, Surveyors, Valuators, Land and Estate Agents, Licensed Brokers under the "Land Transfer Act." A list of town and country properties for sale can be seen in our show window. Money lent at lowest current rates. (155, 989, 239, 1094)
graham-name: J. GRAHAM'S (563, 484, 698, 508)
wanted-item: WANTED KNOWN.—SCHOOL PRESENTS in from 2s to £10 10s each. All Artistic and Tasteful Fancy Goods of all kinds, Toys, &c. A very large and fine assortment of CHRISTMAS CARDS from ONE PENNY to TWENTY FIVE SHILLINGS each. (898, 755, 1068, 807)
stock-lot (716, 613, 797, 635)
wanted-item: WANTED.—A good general servant ; references required. Apply at once to Mrs Amesbury, Minto House. (898, 643, 1068, 669)
masthead (8, 6, 1039, 38)
column-1: WESLEYAN CHURCH. MRS SCOTT will conduct Evangelistic Services in the above Church, commencing on MONDAY EVENING NEXT at 7 o'clock, and continuing Monday and Tuesday evenings. 2150 THEATRE ROYAL, MASTERTON. A LECTURE will be delivered (by special request) by the HON. ROBERT STOUT. In the Theatre Royal on WEDNESDAY, DECEMBER 2nd., SUBJECT : Science, what it is. Doors open at 7.30, lecture to commence at 8. Admission : Front seats, 2s ; all other parts of the house, 1s. Proceeds will be devoted to the Masterton Library. 2156 THEATRE ROYAL, TO-NIGHT ! TO-NIGHT ! (Nov. 27). GRAND OPENING NIGHT OF THE MARVELLOUS FAUST FAMILY, Herr Von Der Mehden and Mr C. Wand. Don't fail to see the Marvellous Faust Family, and the four Wonderful Midgets. Herr Von Der Mehden, Mr C. Wand. Concluding with a Pantomime of funny PANTOMIMES. Doors open at 7.30, to commence at 8 sharp. Prices—3s, 2s, and 1s : reserved chairs 4s. TO-MORROW (Saturday Nov. 28) a Grand Afternoon Performance will be given for school children and families, when school children will be admitted at the small charge of 6d. adults 1s ; reserved chairs, children 1s, adults 2s. Doors open at 2 p.m., to commence at 3. ALF. SHORT, Agent. 2168 PAINLESS DENTISTRY. ARTIFICIAL TEETH (First Prize Medal Industrial Exhibition) adapted to the mouth without the extraction of stumps, on all the latest patent bases, at London Charges. Teeth painlessly stopped and extracted, under the influence of Nitrous Oxide. CONSULTATION FREE. MR WALTER E. HALL, DENTAL SURGEON, WILLIS-ST. MR HALL will visit Masterton about the second week in December. 2156 THE PUBLIC TRUST OFFICE OF NEW ZEALAND. THE PUBLIC TRUSTEE may be appointed Executor under the will of a Testator, or Trustee under a marriage or other settlement. No charge is made upon the deposit for safe custody of any will by which the Public Trustee is appointed Executor. Present Trustees, Executors, or Administrators may, if approved, relieve themselves of future responsibility by transferring trusts to the Public Trustee. Heirs, Trustees residing in England, America, and elsewhere, holding money for the benefit of persons who have emigrated to New Zealand, may safely relieve themselves of responsibility. The State gives an absolute guarantee against loss of funds by the fraud or negligence of its officers. The Public Trustee holds large sums of money for investment on real security at current rates of interest. Applications for advances on first mortgage will be received at the various agencies. R. C. HAMERTON, Public Trustee. W. SELLAR, Esq., Agent at Masterton. 1284 THE HON HUXLEY, the noted Tailor, of the Lion Tailoring Establishment, is now ready to take orders for Tweed Suits, at £4 10s off the prize goods from the Exhibition, made equal to the best in the colony, in one day, for ready money. This will show you that there are not to be found any goods superior to HUXLEY'S, no matter how much you may pay for them. 2136 DR. SPEER'S PRIVATE Dispensary, Palmerston Buildings, Post-office Street, Auckland (Entrance in lane). Dr Speer is a Regular Graduate of Physicians, and has a diploma from the London College of Surgeons. He is an expert in Diseases of Nervous System, Blood, Skin, and all private ailments. Dr Speer may be consulted personally or by letter. Consultation Fee £1, Medicine forwarded to any address. Office hours 10 a.m. to 9 p.m. daily ; Sundays 10 to 12. Country patients are requested to state all symptoms and ages. 1896 (8, 41, 152, 1860)
ad-number: 2149 (155, 2414, 175, 2424)
tender-work: Eketahuna-Tinui Road Tinui-Tiraumea Section, 29 chains metalling. (249, 1106, 364, 1137)
ad-number: 2153 (779, 403, 797, 413)
trust-signature: R. C. HAMERTON, (83, 982, 148, 991)
amesbury-name: MR E. P. AMESBURY, (256, 79, 357, 88)
works-list (246, 1011, 365, 1138)
prize-value: £1 15s. (172, 578, 222, 593)
table-cell: Rimutaka (899, 1167, 936, 1194)
ad-number: 2156 (130, 281, 148, 289)
wanted-item: WANTED KNOWN.—Cattle and Boys' Bats, Balls, and Stumps of the best. At Farmer's. (898, 536, 1068, 554)
ad-number: 2152 (1050, 189, 1068, 198)
prize-list (156, 248, 239, 593)
table-cell: Auckland (1004, 1193, 1046, 1219)
ad-number: 2148 (221, 926, 239, 935)
bird-item: Canaries, &c. (565, 232, 614, 242)
wanted-item: WANTED TO LEND.—£150. Principal and interest cleared by a monthly payment of £2 13s 4d. Apply E. Brown. (898, 276, 1068, 304)
prize-value: £6 10s. (172, 422, 222, 437)
value-scale-row: Value of 90s will receive present value 18s (246, 707, 365, 725)
implement-item: 1 Set Disc Harrows (728, 783, 766, 802)
theatre-admission: Admission : Front seats, 2s ; all other parts of the house, 1s. (11, 242, 148, 260)
lot-desc: Dairy Cows (749, 664, 792, 673)
stock-lots (716, 505, 797, 688)
jack-heading: JOHN JACK & SON, (157, 828, 237, 856)
wanted-item: WANTED KNOWN.—Farmer has three-quarter billiard table complete in good order for sale cheap. (898, 497, 1068, 523)
jack-address: Featherston-street, Wellington. (162, 908, 232, 926)
table-cell: 4163 (935, 1193, 956, 1219)
ad-number: 2158 (221, 1121, 239, 1131)
ad-number: 2143 (804, 901, 823, 911)
ad-number: 2151 (1050, 397, 1068, 406)
price-heading: PRICE (403, 124, 517, 160)
wanted-item: WANTED.—Situation by a housemaid. Apply Farmers Registry Office. (898, 437, 1068, 456)
table-cell: Ruapehu (899, 1193, 936, 1219)
ad-number: 2149 (1050, 266, 1068, 275)
ad-number: 2151 (1050, 525, 1068, 535)
implement-item: 1 Drill Sower (728, 802, 777, 811)
implements-list (716, 727, 797, 858)
ad-number: 2153 (690, 297, 707, 306)
ad-number: 2214 (690, 1151, 707, 1161)
wanted-item: WANTED.—The travelling public to know that they can have first-class accommodation at Kidd's Family Accommodation House, Perry's Store, Queen-street, Masterton. Weekly boarders £1 ; all meals, 1s. (898, 875, 1068, 919)
bird-item: Cockatoos (565, 213, 603, 223)
wanted-item: WANTED TO LEND.—£500. Principal and interest cleared by a monthly payment of £5 6s 8d. Apply E. Brown. (898, 315, 1068, 342)
ad-number: 2080 (221, 1578, 239, 1587)
ad-number: 1896 (130, 1343, 148, 1352)
